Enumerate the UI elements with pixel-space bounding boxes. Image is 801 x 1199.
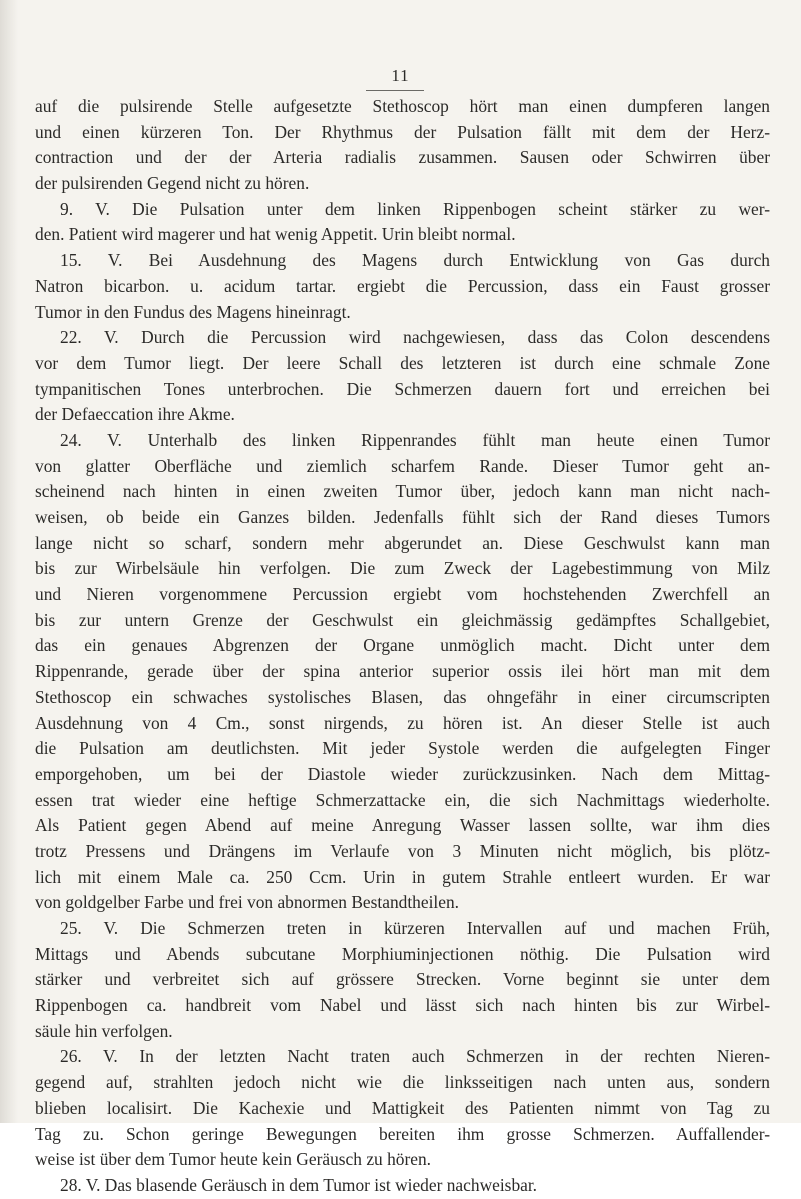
text-line: Tumor in den Fundus des Magens hineinragt. <box>35 301 351 322</box>
text-line: Mittags und Abends subcutane Morphiuminjectionen nöthig. Die Pulsation wird <box>35 943 770 964</box>
text-line: contraction und der der Arteria radialis zusammen. Sausen oder Schwirren über <box>35 147 770 168</box>
text-line: lange nicht so scharf, sondern mehr abgerundet an. Diese Geschwulst kann man <box>35 532 770 553</box>
entry-line: 26. V. In der letzten Nacht traten auch Schmerzen in der rechten Nieren- <box>60 1046 770 1067</box>
text-line: Rippenbogen ca. handbreit vom Nabel und lässt sich nach hinten bis zur Wirbel- <box>35 995 770 1016</box>
entry-line: 25. V. Die Schmerzen treten in kürzeren Intervallen auf und machen Früh, <box>60 918 770 938</box>
page-number: 11 <box>391 66 410 85</box>
entry-line: 9. V. Die Pulsation unter dem linken Rippenbogen scheint stärker zu wer- <box>60 198 770 219</box>
text-line: tympanitischen Tones unterbrochen. Die Schmerzen dauern fort und erreichen bei <box>35 378 770 399</box>
entry-line: 15. V. Bei Ausdehnung des Magens durch Entwicklung von Gas durch <box>60 250 770 271</box>
text-line: stärker und verbreitet sich auf grössere Strecken. Vorne beginnt sie unter dem <box>35 969 770 990</box>
text-line: von glatter Oberfläche und ziemlich scharfem Rande. Dieser Tumor geht an- <box>35 455 770 476</box>
text-line: gegend auf, strahlten jedoch nicht wie die linksseitigen nach unten aus, sondern <box>35 1072 770 1093</box>
text-line: von goldgelber Farbe und frei von abnormen Bestandtheilen. <box>35 892 460 913</box>
text-line: Rippenrande, gerade über der spina anterior superior ossis ilei hört man mit dem <box>35 661 770 682</box>
text-line: und Nieren vorgenommene Percussion ergiebt vom hochstehenden Zwerchfell an <box>35 584 770 605</box>
text-line: lich mit einem Male ca. 250 Ccm. Urin in gutem Strahle entleert wurden. Er war <box>35 866 770 887</box>
text-line: der pulsirenden Gegend nicht zu hören. <box>35 173 310 194</box>
text-line: bis zur untern Grenze der Geschwulst ein gleichmässig gedämpftes Schallgebiet, <box>35 609 770 630</box>
text-line: und einen kürzeren Ton. Der Rhythmus der Pulsation fällt mit dem der Herz- <box>35 121 770 142</box>
text-line: Natron bicarbon. u. acidum tartar. ergiebt die Percussion, dass ein Faust grosser <box>35 275 770 296</box>
text-line: bis zur Wirbelsäule hin verfolgen. Die zum Zweck der Lagebestimmung von Milz <box>35 558 770 579</box>
text-line: vor dem Tumor liegt. Der leere Schall des letzteren ist durch eine schmale Zone <box>35 352 770 373</box>
text-line: emporgehoben, um bei der Diastole wieder zurückzusinken. Nach dem Mittag- <box>35 763 770 784</box>
text-line: säule hin verfolgen. <box>35 1020 173 1041</box>
text-line: der Defaeccation ihre Akme. <box>35 404 235 425</box>
text-line: die Pulsation am deutlichsten. Mit jeder Systole werden die aufgelegten Finger <box>35 738 770 759</box>
text-line: Ausdehnung von 4 Cm., sonst nirgends, zu hören ist. An dieser Stelle ist auch <box>35 712 770 733</box>
text-line: den. Patient wird magerer und hat wenig Appetit. Urin bleibt normal. <box>35 224 516 245</box>
scan-edge-shadow <box>0 0 18 1123</box>
text-line: essen trat wieder eine heftige Schmerzattacke ein, die sich Nachmittags wiederholte. <box>35 789 770 810</box>
text-line: Als Patient gegen Abend auf meine Anregung Wasser lassen sollte, war ihm dies <box>35 815 770 836</box>
entry-line: 24. V. Unterhalb des linken Rippenrandes fühlt man heute einen Tumor <box>60 429 770 450</box>
text-line: scheinend nach hinten in einen zweiten Tumor über, jedoch kann man nicht nach- <box>35 481 770 502</box>
text-line: weisen, ob beide ein Ganzes bilden. Jedenfalls fühlt sich der Rand dieses Tumors <box>35 507 770 527</box>
text-line: Tag zu. Schon geringe Bewegungen bereiten ihm grosse Schmerzen. Auffallender- <box>35 1123 770 1144</box>
entry-line: 28. V. Das blasende Geräusch in dem Tumor ist wieder nachweisbar. <box>60 1174 538 1195</box>
text-line: Stethoscop ein schwaches systolisches Blasen, das ohngefähr in einer circumscripten <box>35 686 770 707</box>
text-line: das ein genaues Abgrenzen der Organe unmöglich macht. Dicht unter dem <box>35 635 770 656</box>
entry-line: 22. V. Durch die Percussion wird nachgewiesen, dass das Colon descendens <box>60 327 770 348</box>
text-line: auf die pulsirende Stelle aufgesetzte Stethoscop hört man einen dumpferen langen <box>35 96 770 116</box>
text-line: trotz Pressens und Drängens im Verlaufe von 3 Minuten nicht möglich, bis plötz- <box>35 840 770 861</box>
text-line: weise ist über dem Tumor heute kein Geräusch zu hören. <box>35 1149 432 1170</box>
body-text <box>35 94 770 1199</box>
header-rule <box>366 90 424 91</box>
text-line: blieben localisirt. Die Kachexie und Mattigkeit des Patienten nimmt von Tag zu <box>35 1097 770 1118</box>
